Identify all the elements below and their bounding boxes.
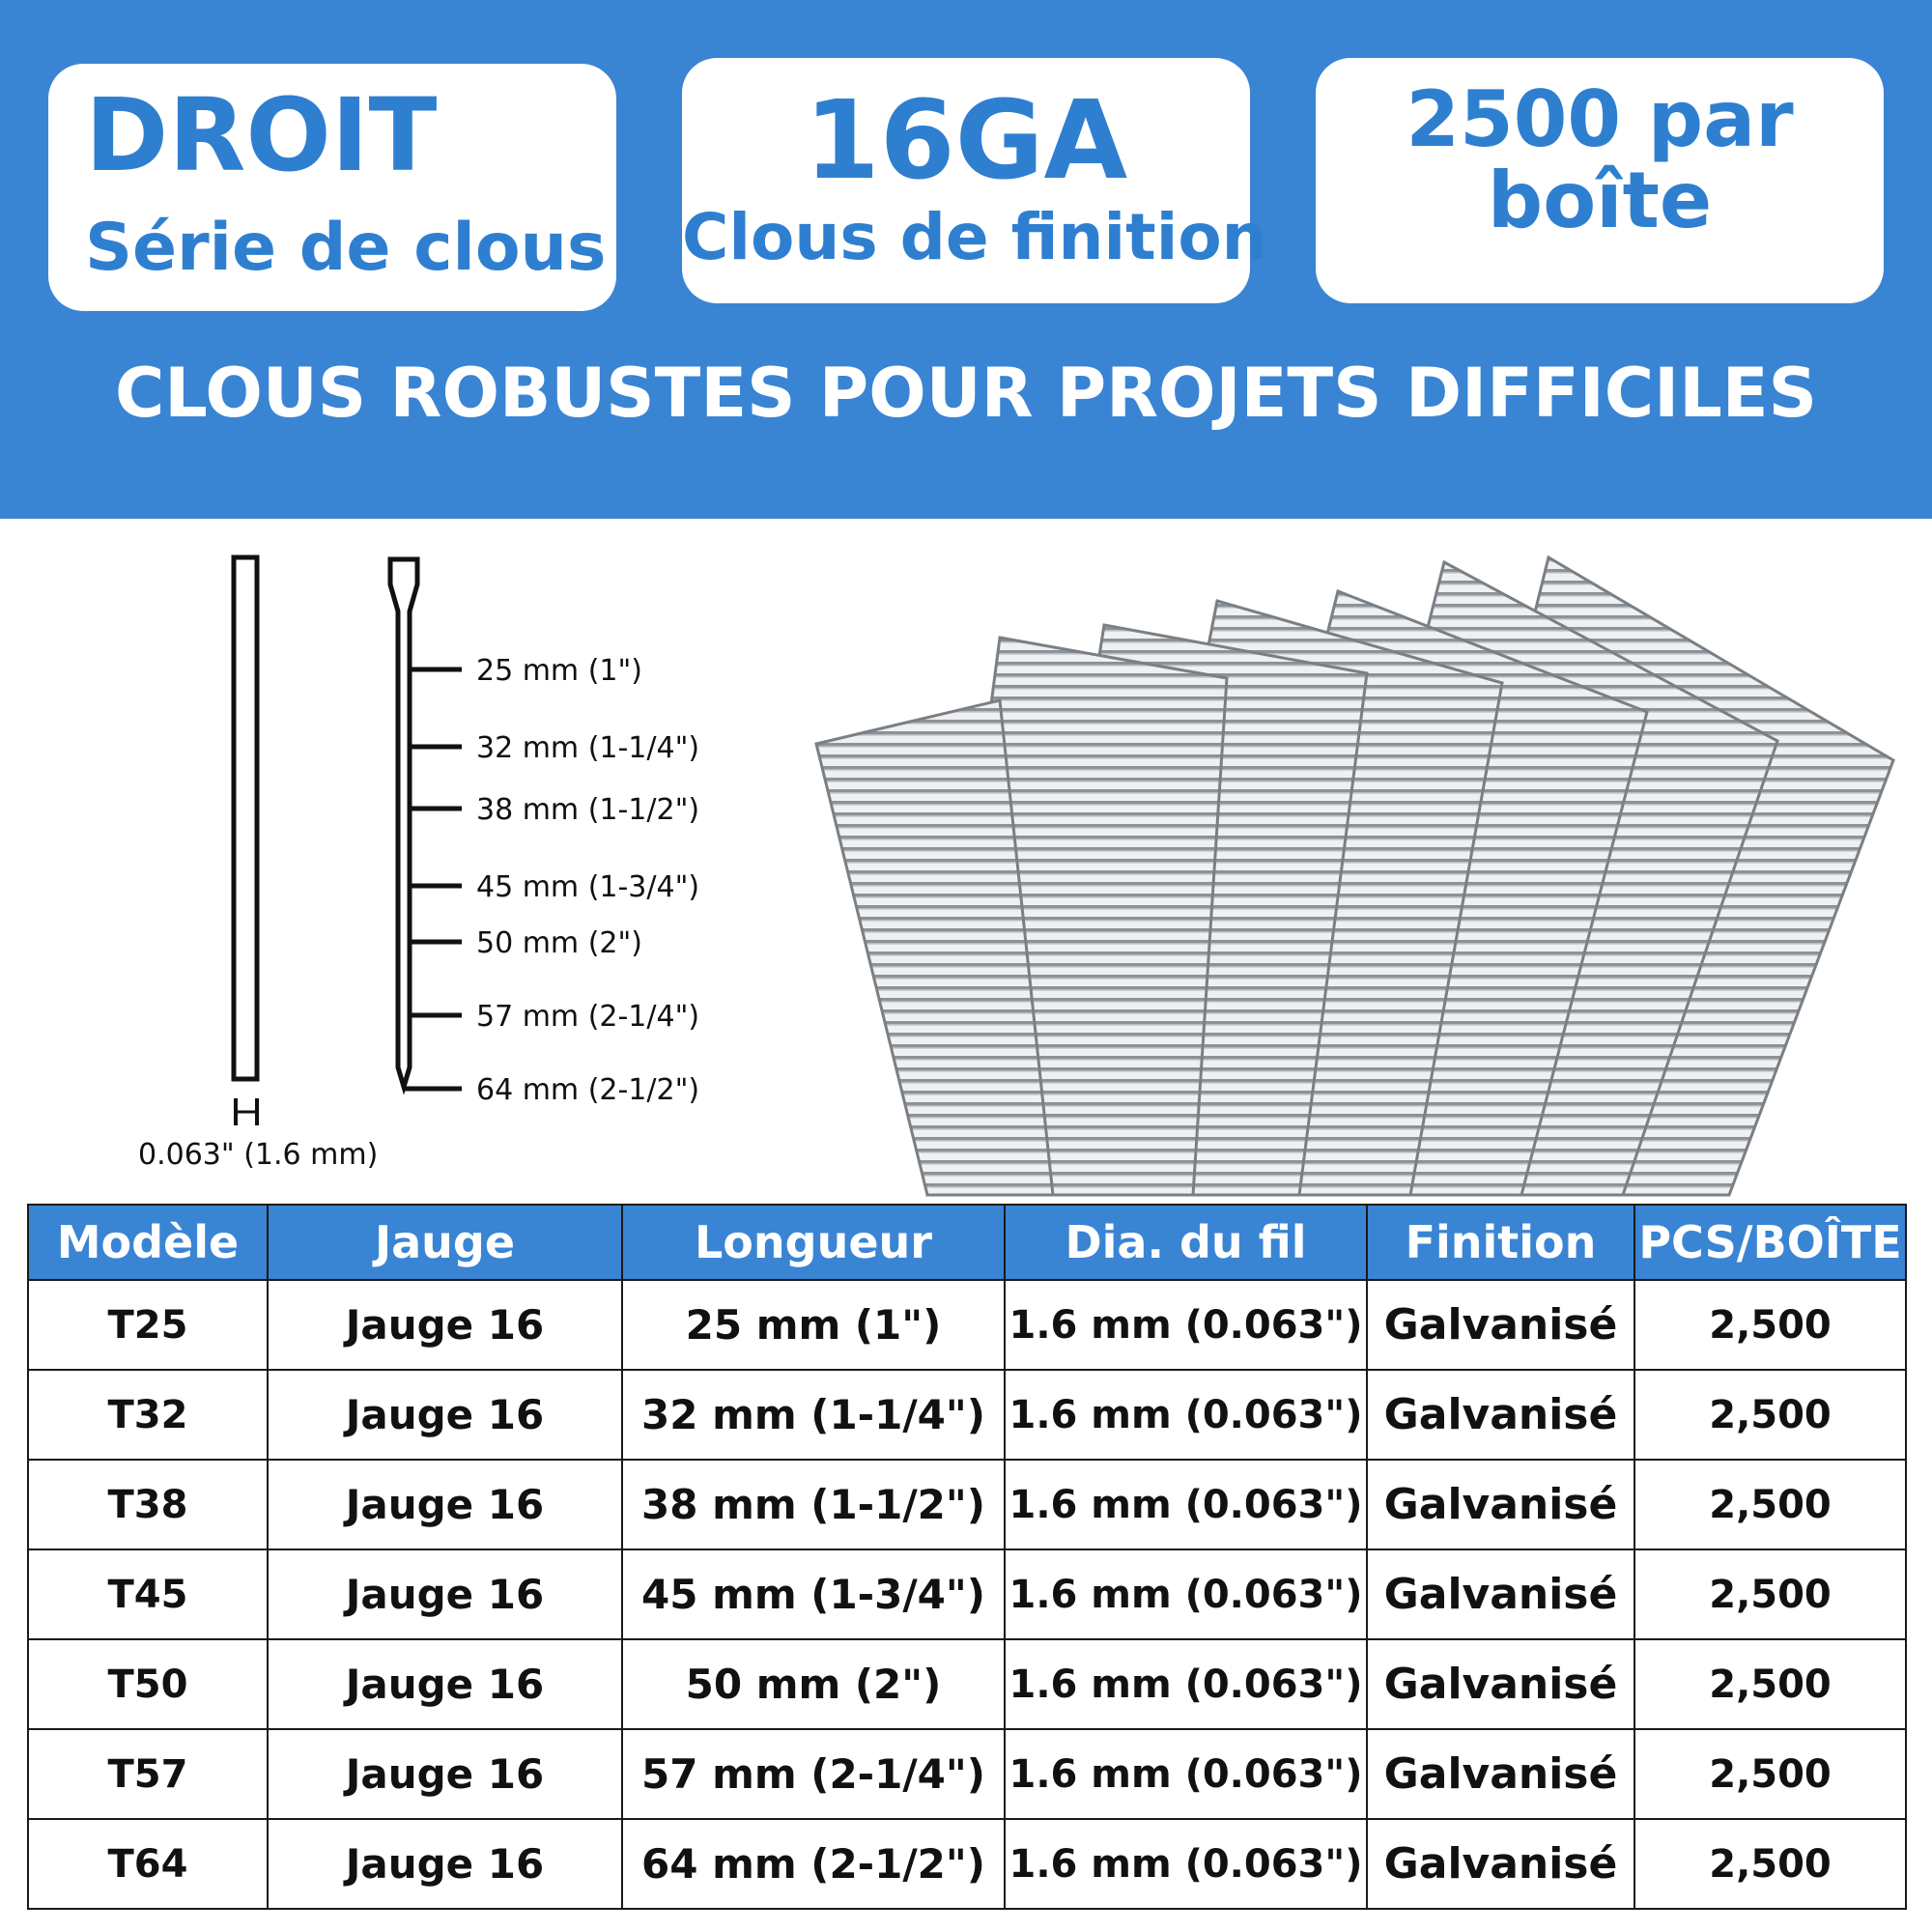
column-header-gauge: Jauge xyxy=(268,1205,622,1280)
length-mark-label: 38 mm (1-1/2") xyxy=(476,793,700,827)
cell-model: T50 xyxy=(28,1639,268,1729)
cell-finish: Galvanisé xyxy=(1367,1370,1634,1460)
length-mark-label: 45 mm (1-3/4") xyxy=(476,870,700,904)
table-row xyxy=(28,1280,1906,1370)
column-header-pieces-per-box: PCS/BOÎTE xyxy=(1634,1205,1906,1280)
cell-gauge: Jauge 16 xyxy=(268,1639,622,1729)
cell-wire-diameter: 1.6 mm (0.063") xyxy=(1005,1280,1367,1370)
cell-model: T45 xyxy=(28,1549,268,1639)
cell-length: 25 mm (1") xyxy=(622,1280,1005,1370)
cell-length: 57 mm (2-1/4") xyxy=(622,1729,1005,1819)
nail-front-view xyxy=(390,559,417,1087)
cell-length: 45 mm (1-3/4") xyxy=(622,1549,1005,1639)
column-header-length: Longueur xyxy=(622,1205,1005,1280)
cell-pieces-per-box: 2,500 xyxy=(1634,1280,1906,1370)
gauge-card xyxy=(682,58,1267,303)
cell-pieces-per-box: 2,500 xyxy=(1634,1549,1906,1639)
cell-pieces-per-box: 2,500 xyxy=(1634,1819,1906,1909)
cell-length: 38 mm (1-1/2") xyxy=(622,1460,1005,1549)
card-title: 16GA xyxy=(804,78,1128,204)
diameter-label: 0.063" (1.6 mm) xyxy=(138,1138,379,1172)
card-title: DROIT xyxy=(85,76,438,194)
cell-finish: Galvanisé xyxy=(1367,1639,1634,1729)
cell-length: 50 mm (2") xyxy=(622,1639,1005,1729)
cell-wire-diameter: 1.6 mm (0.063") xyxy=(1005,1549,1367,1639)
length-mark-label: 50 mm (2") xyxy=(476,926,642,960)
nail-strips-image xyxy=(816,557,1893,1195)
table-row xyxy=(28,1460,1906,1549)
length-mark-label: 25 mm (1") xyxy=(476,654,642,688)
cell-gauge: Jauge 16 xyxy=(268,1460,622,1549)
card-subtitle: Clous de finition xyxy=(682,200,1267,274)
length-mark-label: 64 mm (2-1/2") xyxy=(476,1073,700,1107)
table-row xyxy=(28,1549,1906,1639)
cell-gauge: Jauge 16 xyxy=(268,1370,622,1460)
card-subtitle: Série de clous xyxy=(85,210,607,286)
cell-model: T64 xyxy=(28,1819,268,1909)
cell-model: T25 xyxy=(28,1280,268,1370)
card-title-line-2: boîte xyxy=(1487,156,1713,245)
length-mark-label: 57 mm (2-1/4") xyxy=(476,1000,700,1034)
quantity-card xyxy=(1316,58,1884,303)
table-header-row xyxy=(28,1205,1906,1280)
table-row xyxy=(28,1639,1906,1729)
cell-gauge: Jauge 16 xyxy=(268,1549,622,1639)
length-mark-label: 32 mm (1-1/4") xyxy=(476,731,700,765)
cell-finish: Galvanisé xyxy=(1367,1460,1634,1549)
card-title xyxy=(1316,74,1884,245)
nail-side-view xyxy=(138,557,378,1172)
table-row xyxy=(28,1819,1906,1909)
cell-wire-diameter: 1.6 mm (0.063") xyxy=(1005,1639,1367,1729)
specification-table xyxy=(27,1204,1907,1910)
cell-pieces-per-box: 2,500 xyxy=(1634,1729,1906,1819)
cell-pieces-per-box: 2,500 xyxy=(1634,1370,1906,1460)
cell-length: 64 mm (2-1/2") xyxy=(622,1819,1005,1909)
straight-series-card xyxy=(48,64,616,311)
cell-finish: Galvanisé xyxy=(1367,1819,1634,1909)
cell-finish: Galvanisé xyxy=(1367,1549,1634,1639)
cell-length: 32 mm (1-1/4") xyxy=(622,1370,1005,1460)
header-banner xyxy=(0,0,1932,519)
cell-wire-diameter: 1.6 mm (0.063") xyxy=(1005,1460,1367,1549)
tagline: CLOUS ROBUSTES POUR PROJETS DIFFICILES xyxy=(114,354,1818,433)
cell-finish: Galvanisé xyxy=(1367,1280,1634,1370)
column-header-wire-diameter: Dia. du fil xyxy=(1005,1205,1367,1280)
cell-pieces-per-box: 2,500 xyxy=(1634,1460,1906,1549)
table-row xyxy=(28,1729,1906,1819)
cell-model: T32 xyxy=(28,1370,268,1460)
cell-finish: Galvanisé xyxy=(1367,1729,1634,1819)
column-header-finish: Finition xyxy=(1367,1205,1634,1280)
cell-gauge: Jauge 16 xyxy=(268,1729,622,1819)
cell-model: T38 xyxy=(28,1460,268,1549)
cell-pieces-per-box: 2,500 xyxy=(1634,1639,1906,1729)
cell-wire-diameter: 1.6 mm (0.063") xyxy=(1005,1819,1367,1909)
cell-gauge: Jauge 16 xyxy=(268,1819,622,1909)
card-title-line-1: 2500 par xyxy=(1406,74,1794,164)
nail-diagram xyxy=(0,519,1932,1205)
cell-gauge: Jauge 16 xyxy=(268,1280,622,1370)
table-row xyxy=(28,1370,1906,1460)
cell-wire-diameter: 1.6 mm (0.063") xyxy=(1005,1729,1367,1819)
table-body xyxy=(28,1280,1906,1909)
cell-model: T57 xyxy=(28,1729,268,1819)
length-marks xyxy=(404,654,699,1107)
column-header-model: Modèle xyxy=(28,1205,268,1280)
cell-wire-diameter: 1.6 mm (0.063") xyxy=(1005,1370,1367,1460)
